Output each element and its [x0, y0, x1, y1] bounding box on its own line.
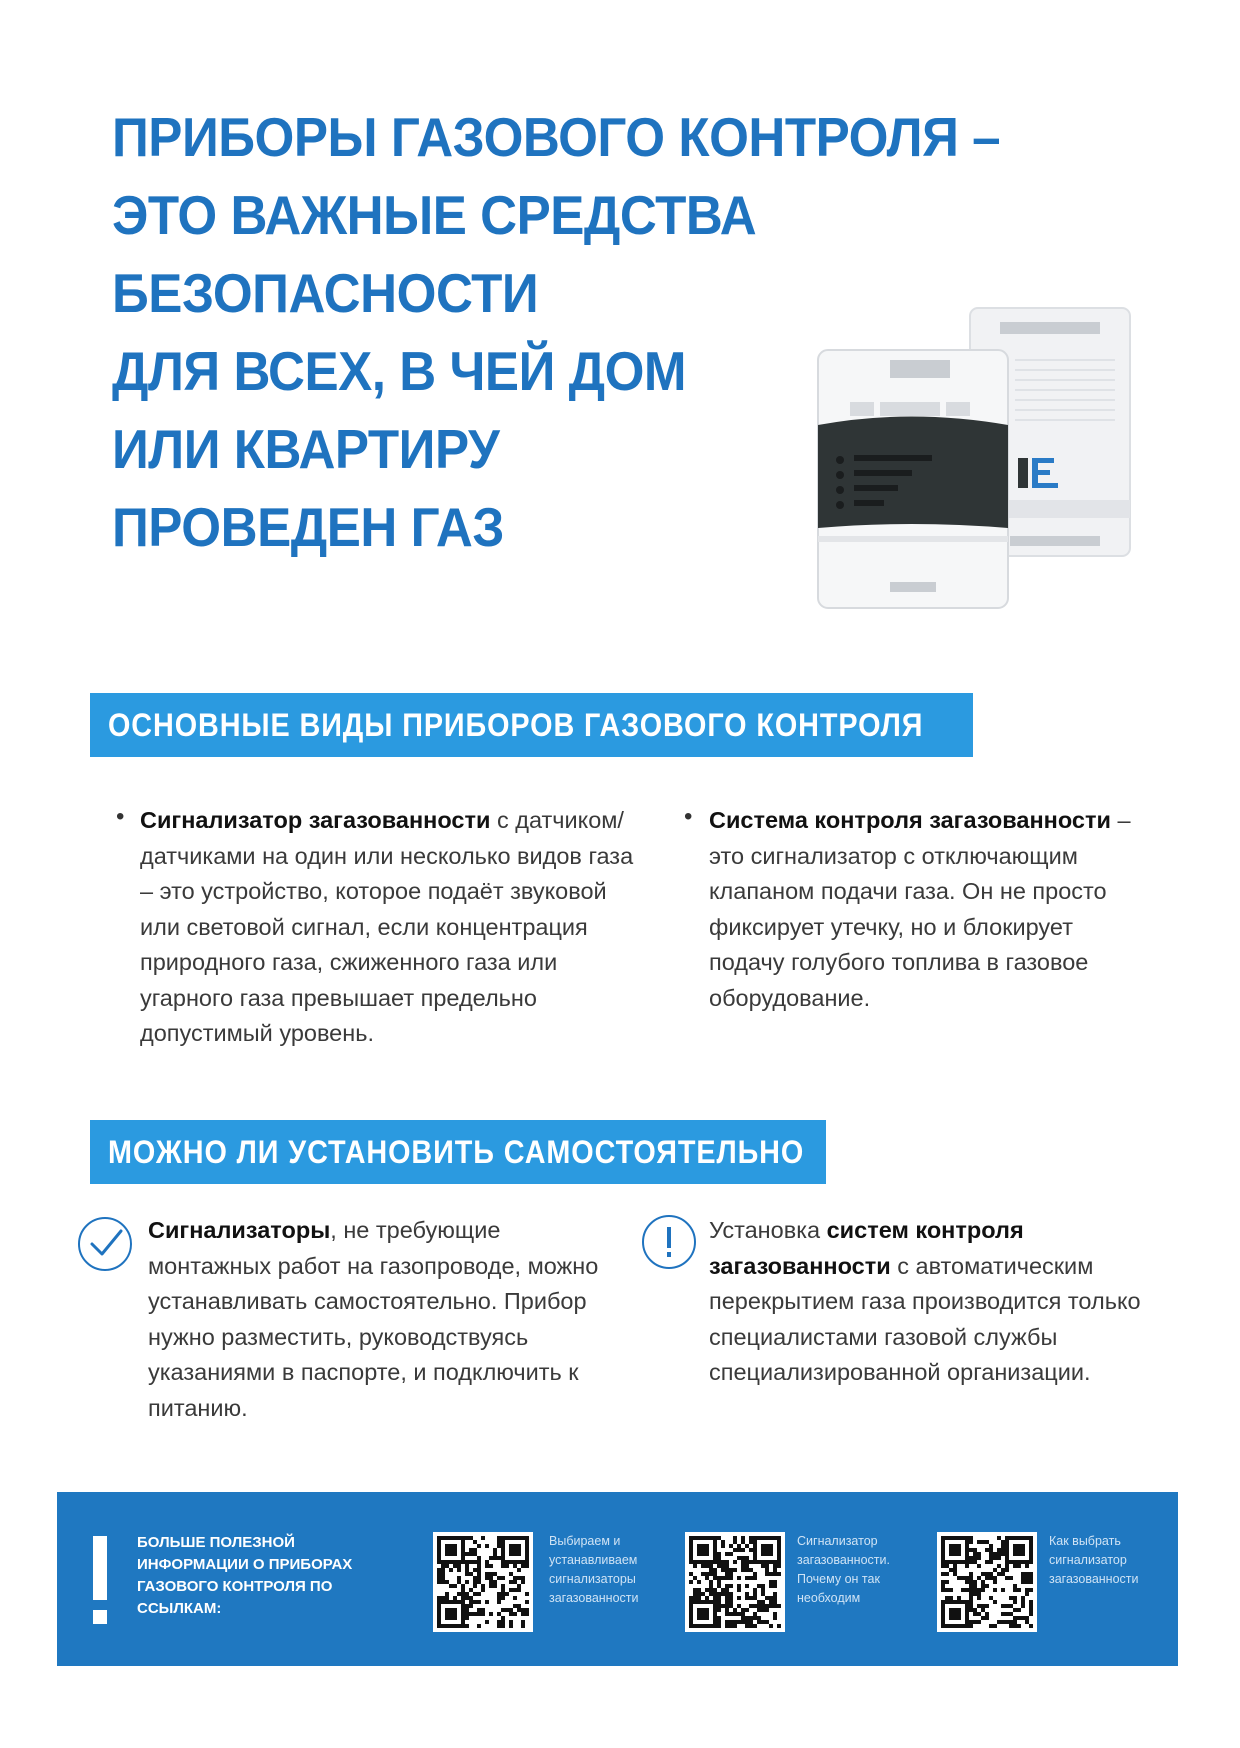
control-install-text: с автоматическим перекрытием газа производится только специалистами газовой службы специализированной организации.	[709, 1252, 1141, 1385]
exclamation-icon	[93, 1536, 109, 1626]
bullet-dot: •	[684, 803, 693, 830]
title-line: ЭТО ВАЖНЫЕ СРЕДСТВА	[112, 184, 757, 246]
qr-code-link-1[interactable]	[433, 1532, 533, 1632]
title-line: ДЛЯ ВСЕХ, В ЧЕЙ ДОМ	[112, 340, 687, 402]
control-install-pre: Установка	[709, 1217, 827, 1243]
qr-code-link-3[interactable]	[937, 1532, 1037, 1632]
title-line: БЕЗОПАСНОСТИ	[112, 262, 539, 324]
control-system-text: – это сигнализатор с отключающим клапаном подачи газа. Он не просто фиксирует утечку, но и блокирует подачу голубого топлива в газовое оборудование.	[709, 807, 1131, 1011]
qr-caption: Выбираем и устанавливаем сигнализаторы загазованности	[549, 1534, 639, 1605]
section-heading-types: ОСНОВНЫЕ ВИДЫ ПРИБОРОВ ГАЗОВОГО КОНТРОЛЯ	[90, 693, 973, 757]
gas-detector-illustration	[810, 300, 1150, 620]
detector-term: Сигнализатор загазованности	[140, 807, 491, 833]
control-install-term: систем контроля загазованности	[709, 1217, 1024, 1279]
exclamation-circle-icon	[641, 1214, 697, 1270]
qr-caption: Как выбрать сигнализатор загазованности	[1049, 1534, 1139, 1586]
footer-info-text: БОЛЬШЕ ПОЛЕЗНОЙ ИНФОРМАЦИИ О ПРИБОРАХ ГАЗОВОГО КОНТРОЛЯ ПО ССЫЛКАМ:	[137, 1534, 353, 1617]
title-line: ПРИБОРЫ ГАЗОВОГО КОНТРОЛЯ –	[112, 106, 1001, 168]
detectors-term: Сигнализаторы	[148, 1217, 331, 1243]
control-system-description	[709, 803, 1149, 1016]
qr-caption: Сигнализатор загазованности. Почему он так необходим	[797, 1534, 890, 1605]
detectors-text: , не требующие монтажных работ на газопроводе, можно устанавливать самостоятельно. Прибор нужно разместить, руководствуясь указаниями в паспорте, и подключить к питанию.	[148, 1217, 599, 1421]
section-heading-self-install: МОЖНО ЛИ УСТАНОВИТЬ САМОСТОЯТЕЛЬНО	[90, 1120, 826, 1184]
control-install-specialists	[709, 1213, 1149, 1391]
title-line: ПРОВЕДЕН ГАЗ	[112, 496, 504, 558]
check-circle-icon	[77, 1216, 133, 1272]
control-system-term: Система контроля загазованности	[709, 807, 1111, 833]
qr-code-link-2[interactable]	[685, 1532, 785, 1632]
title-line: ИЛИ КВАРТИРУ	[112, 418, 500, 480]
bullet-dot: •	[116, 803, 125, 830]
detector-description	[140, 803, 640, 1052]
footer-links-panel	[57, 1492, 1178, 1666]
self-install-detectors	[148, 1213, 628, 1426]
detector-text: с датчиком/ датчиками на один или несколько видов газа – это устройство, которое подаёт звуковой или световой сигнал, если концентрация природного газа, сжиженного газа или угарного газа превышает предельно допустимый уровень.	[140, 807, 634, 1046]
